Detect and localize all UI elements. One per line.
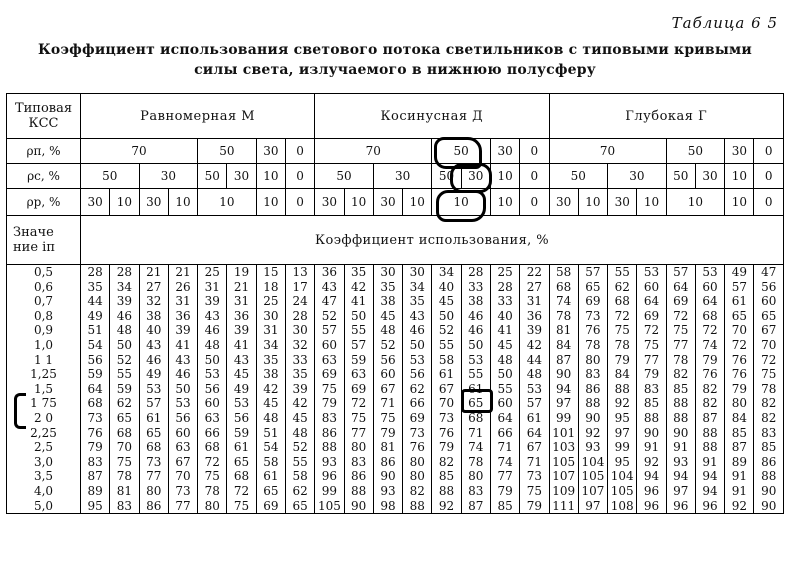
rho-c-value: 0 xyxy=(520,164,549,189)
group-uniform: Равномерная М xyxy=(81,94,315,139)
coefficient-column: 49 57 61 65 70 72 76 76 79 80 84 85 87 89 91 91 92 xyxy=(725,265,754,514)
coefficient-column: 15 18 25 30 31 34 35 38 42 45 48 51 54 58 61 65 69 xyxy=(256,265,285,514)
rho-p-value: 0 xyxy=(520,189,549,216)
rho-p-value: 30 xyxy=(549,189,578,216)
coefficient-column: 55 62 68 72 75 78 79 84 88 92 95 97 99 95 104 105 108 xyxy=(608,265,637,514)
rho-c-value: 30 xyxy=(461,164,490,189)
coefficient-column: 30 35 38 45 48 52 56 60 67 71 75 79 81 86 90 93 98 xyxy=(373,265,402,514)
rho-c-value: 50 xyxy=(432,164,461,189)
highlight-mark-rho-c xyxy=(450,163,492,193)
rho-n-value: 30 xyxy=(256,139,285,164)
header-type-row xyxy=(7,94,784,139)
rho-n-value: 0 xyxy=(285,139,314,164)
title-line-2: силы света, излучаемого в нижнюю полусферу xyxy=(194,62,596,78)
rho-n-row xyxy=(7,139,784,164)
rho-p-value: 0 xyxy=(754,189,784,216)
rho-n-value: 70 xyxy=(549,139,666,164)
rho-p-value: 10 xyxy=(432,189,491,216)
rho-p-label: ρр, % xyxy=(7,189,81,216)
rho-n-value: 70 xyxy=(315,139,432,164)
coefficient-column: 58 68 74 78 81 84 87 90 94 97 99 101 103 105 107 109 111 xyxy=(549,265,578,514)
coefficient-column: 47 56 60 65 67 70 72 75 78 82 82 83 85 86 88 90 90 xyxy=(754,265,784,514)
rho-c-label: ρс, % xyxy=(7,164,81,189)
rho-n-value: 30 xyxy=(490,139,519,164)
coefficient-caption: Коэффициент использования, % xyxy=(81,216,784,265)
rho-c-value: 50 xyxy=(315,164,374,189)
i-values-column: 0,5 0,6 0,7 0,8 0,9 1,0 1 1 1,25 1,5 1 75 2 0 2,25 2,5 3,0 3,5 4,0 5,0 xyxy=(7,265,81,514)
coefficient-column: 28 34 39 46 48 50 52 55 59 62 65 68 70 75 78 81 83 xyxy=(110,265,139,514)
coefficient-column: 53 60 64 69 72 75 77 79 83 85 88 90 91 92 94 96 96 xyxy=(637,265,666,514)
highlight-mark-rho-p xyxy=(436,190,486,222)
coefficient-column: 21 27 32 38 40 43 46 49 53 57 61 65 68 73 77 80 86 xyxy=(139,265,168,514)
rho-c-value: 30 xyxy=(227,164,256,189)
coefficient-column: 22 27 31 36 39 42 44 48 53 57 61 64 67 71 73 75 79 xyxy=(520,265,549,514)
coefficient-column: 57 64 69 72 75 77 78 82 85 88 88 90 91 93 94 97 96 xyxy=(666,265,695,514)
coefficient-column: 35 42 41 50 55 57 59 63 69 72 75 77 80 83 86 88 90 xyxy=(344,265,373,514)
rho-p-value: 10 xyxy=(578,189,607,216)
table-title xyxy=(0,40,790,80)
rho-c-value: 50 xyxy=(666,164,695,189)
rho-p-value: 0 xyxy=(285,189,314,216)
coefficient-column: 34 40 45 50 52 55 58 61 67 70 73 76 79 82 85 88 92 xyxy=(432,265,461,514)
rho-c-value: 30 xyxy=(695,164,724,189)
coefficient-column: 21 26 31 36 39 41 43 46 50 53 56 60 63 67 70 73 77 xyxy=(168,265,197,514)
type-ksс-label: Типовая КСС xyxy=(7,94,81,139)
rho-c-value: 50 xyxy=(198,164,227,189)
rho-n-value: 50 xyxy=(198,139,257,164)
coefficient-column: 57 65 69 73 76 78 80 83 86 88 90 92 93 104 105 107 97 xyxy=(578,265,607,514)
rho-p-value: 10 xyxy=(168,189,197,216)
rho-c-row xyxy=(7,164,784,189)
coefficient-column: 36 43 47 52 57 60 63 69 75 79 83 86 88 93 96 99 105 xyxy=(315,265,344,514)
title-line-1: Коэффициент использования светового потока светильников с типовыми кривыми xyxy=(37,42,752,58)
rho-c-value: 0 xyxy=(285,164,314,189)
rho-c-value: 50 xyxy=(549,164,608,189)
rho-c-value: 10 xyxy=(725,164,754,189)
coefficient-column: 19 21 31 36 39 41 43 45 49 53 56 59 61 65 68 72 75 xyxy=(227,265,256,514)
rho-p-value: 10 xyxy=(725,189,754,216)
i-value-label: Значе ние iп xyxy=(7,216,81,265)
group-cosine: Косинусная Д xyxy=(315,94,549,139)
group-deep: Глубокая Г xyxy=(549,94,784,139)
rho-c-value: 30 xyxy=(139,164,198,189)
rho-c-value: 30 xyxy=(373,164,432,189)
rho-n-value: 0 xyxy=(520,139,549,164)
highlight-mark-value xyxy=(461,389,493,413)
rho-p-row xyxy=(7,189,784,216)
rho-p-value: 10 xyxy=(110,189,139,216)
rho-n-value: 30 xyxy=(725,139,754,164)
coefficient-column: 13 17 24 28 30 32 33 35 39 42 45 48 52 55 58 62 65 xyxy=(285,265,314,514)
rho-p-value: 10 xyxy=(666,189,725,216)
rho-p-value: 10 xyxy=(256,189,285,216)
rho-n-value: 0 xyxy=(754,139,784,164)
rho-p-value: 10 xyxy=(637,189,666,216)
coefficient-table xyxy=(6,93,784,514)
rho-p-value: 30 xyxy=(81,189,110,216)
rho-p-value: 30 xyxy=(139,189,168,216)
coefficient-column: 53 60 64 68 72 74 79 76 82 82 87 88 88 91 94 94 96 xyxy=(695,265,724,514)
rho-p-value: 10 xyxy=(344,189,373,216)
coefficient-column: 28 35 44 49 51 54 56 59 64 68 73 76 79 83 87 89 95 xyxy=(81,265,110,514)
row-bracket-mark xyxy=(14,393,26,429)
table-number: Таблица 6 5 xyxy=(671,14,778,32)
coefficient-column: 25 28 33 40 41 45 48 50 55 60 64 66 71 74 77 79 85 xyxy=(490,265,519,514)
rho-c-value: 50 xyxy=(81,164,140,189)
values-row xyxy=(7,265,784,514)
rho-n-value: 70 xyxy=(81,139,198,164)
coefficient-column: 25 31 39 43 46 48 50 53 56 60 63 66 68 72 75 78 80 xyxy=(198,265,227,514)
rho-n-value: 50 xyxy=(432,139,491,164)
rho-p-value: 30 xyxy=(373,189,402,216)
rho-c-value: 10 xyxy=(490,164,519,189)
rho-c-value: 0 xyxy=(754,164,784,189)
rho-p-value: 10 xyxy=(403,189,432,216)
rho-n-value: 50 xyxy=(666,139,725,164)
coefficient-column: 28 33 38 46 46 50 53 55 61 65 68 71 74 78 80 83 87 xyxy=(461,265,490,514)
rho-p-value: 30 xyxy=(315,189,344,216)
rho-p-value: 10 xyxy=(490,189,519,216)
rho-c-value: 30 xyxy=(608,164,667,189)
rho-n-label: ρп, % xyxy=(7,139,81,164)
rho-c-value: 10 xyxy=(256,164,285,189)
coefficient-column: 30 34 35 43 46 50 53 56 62 66 69 73 76 80 80 82 88 xyxy=(403,265,432,514)
rho-p-value: 30 xyxy=(608,189,637,216)
value-header-row xyxy=(7,216,784,265)
rho-p-value: 10 xyxy=(198,189,257,216)
